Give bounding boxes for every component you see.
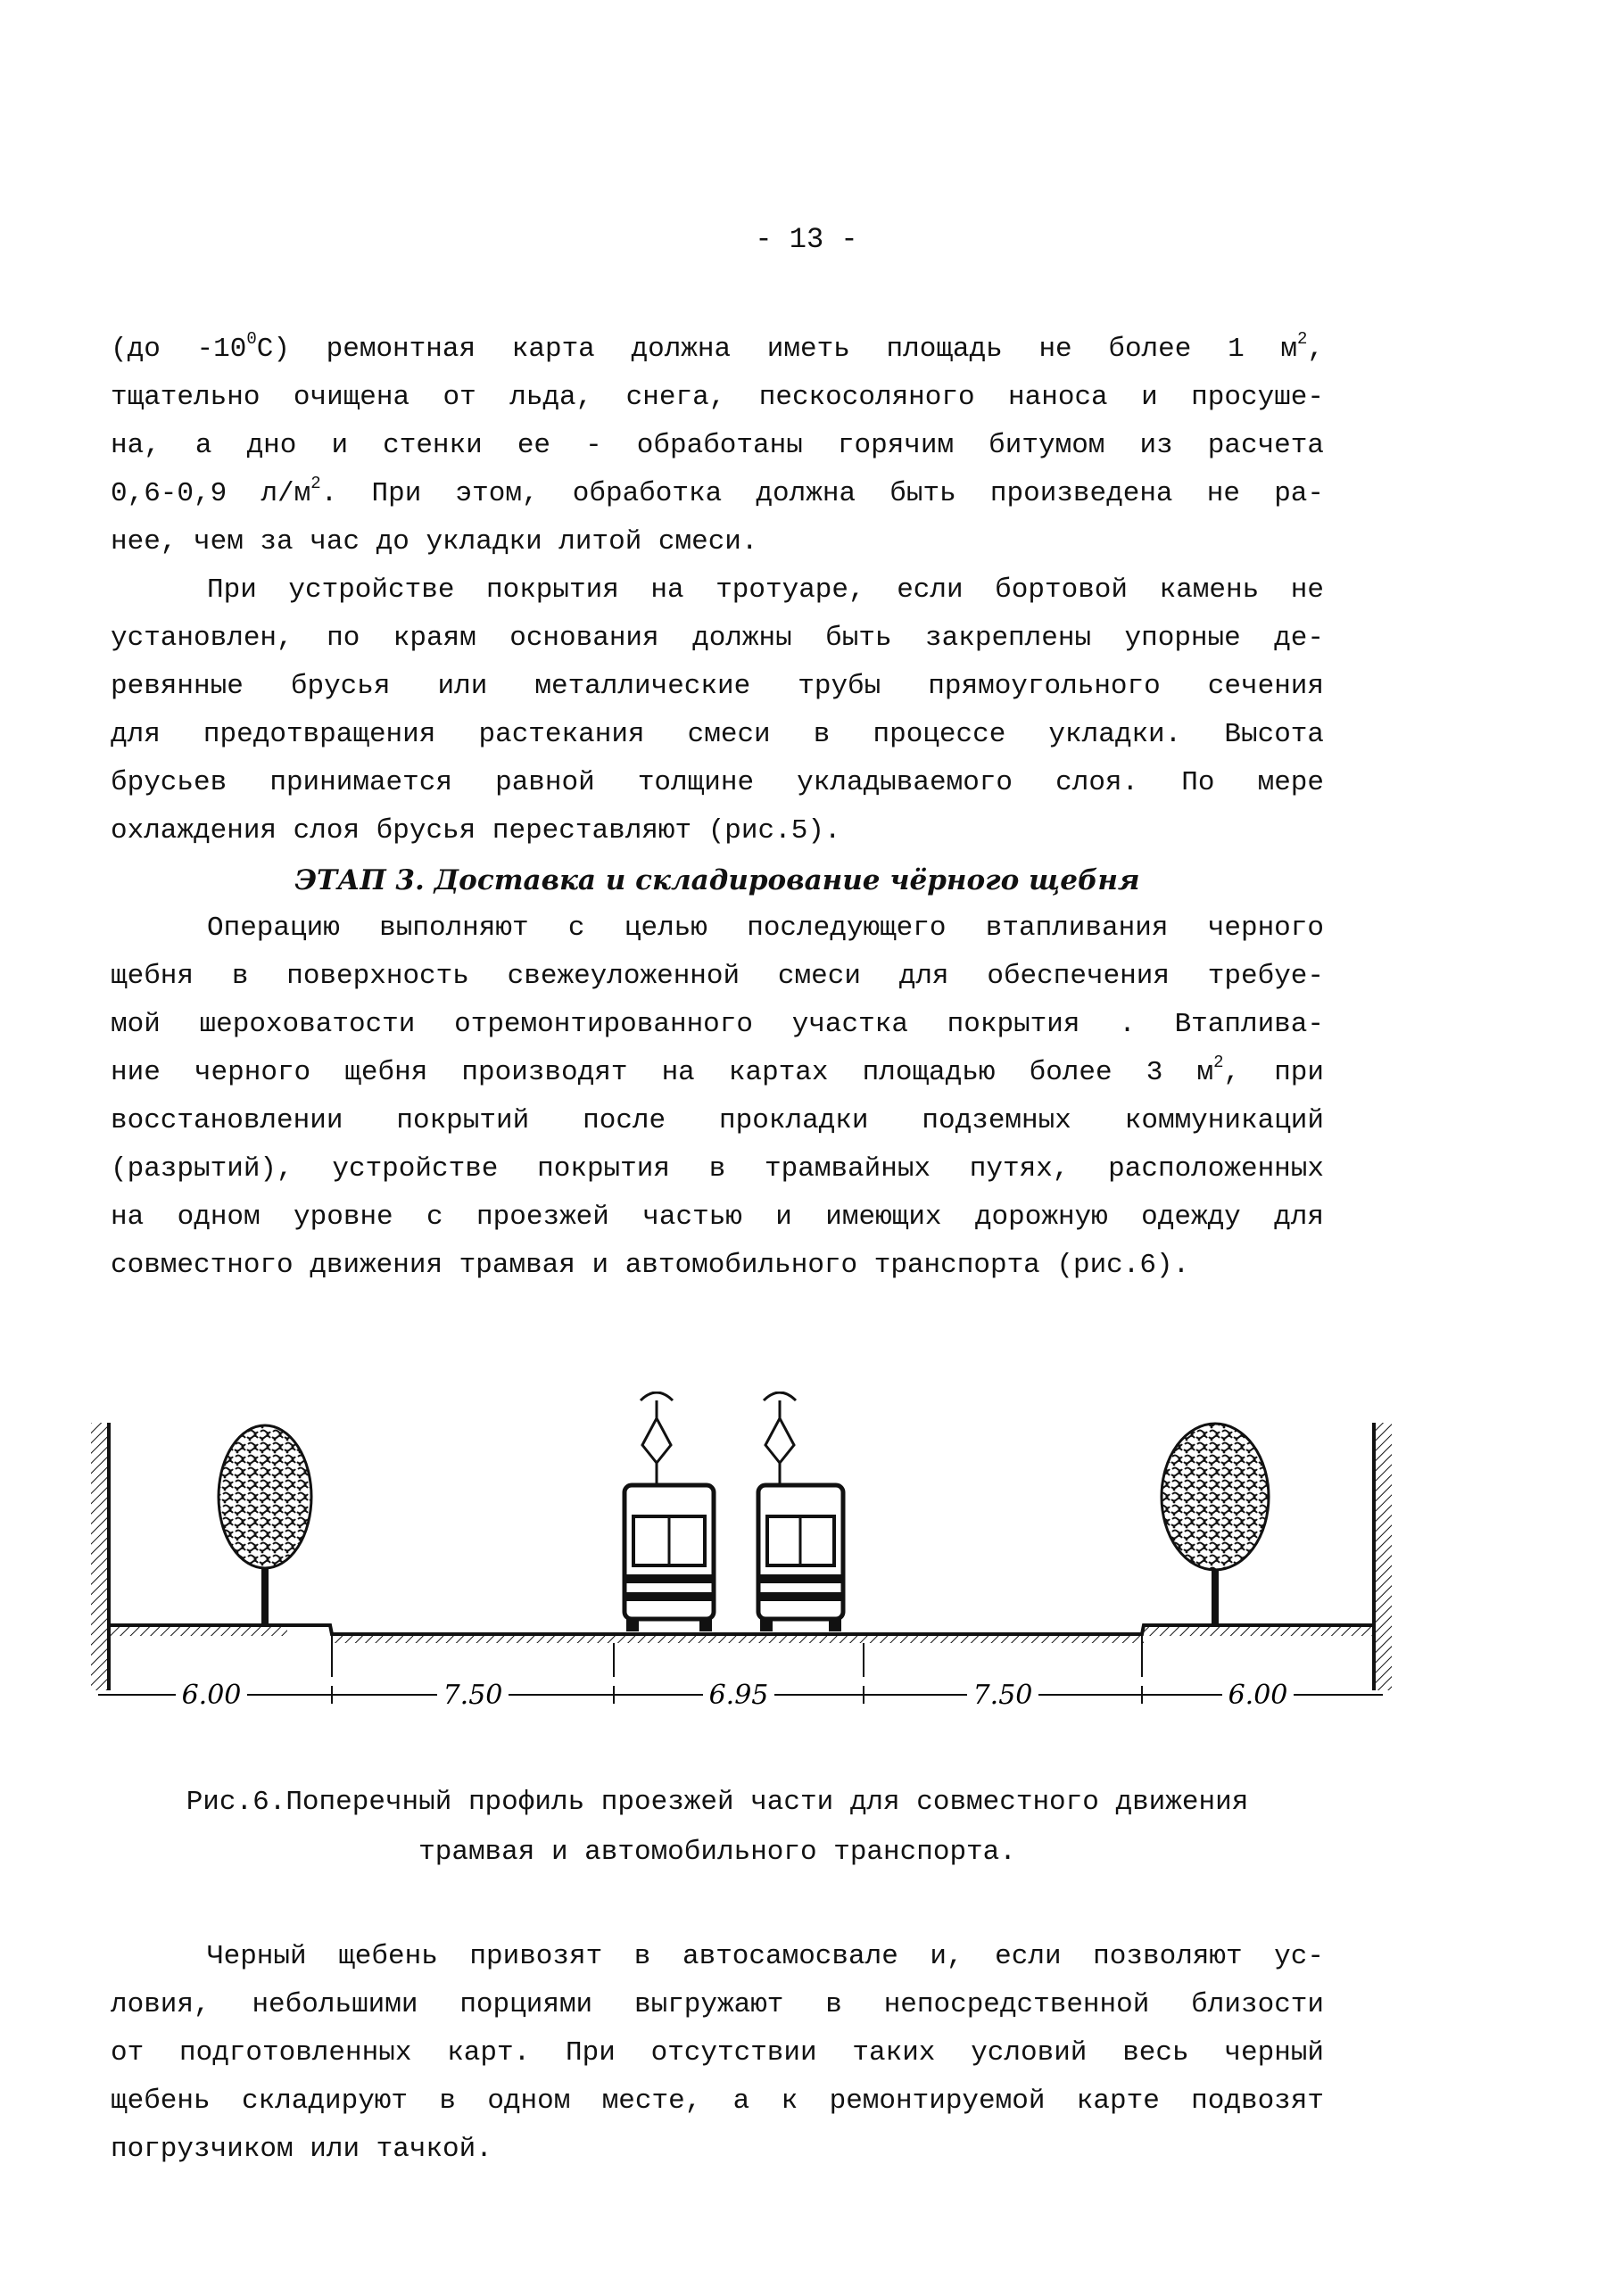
text-line: тщательно очищена от льда, снега, пескосоляного наноса и просуше- — [111, 382, 1324, 413]
text-line: При устройстве покрытия на тротуаре, если бортовой камень не — [207, 574, 1324, 606]
text-line: совместного движения трамвая и автомобильного транспорта (рис.6). — [111, 1250, 1190, 1281]
dimension-label: 7.50 — [443, 1680, 503, 1711]
text-line: от подготовленных карт. При отсутствии таких условий весь черный — [111, 2037, 1324, 2069]
tree-right-icon — [1162, 1424, 1269, 1625]
text-line: 0,6-0,9 $л/м^2$. При этом, обработка должна быть произведена не ра- — [111, 474, 1325, 509]
text-line: щебень складируют в одном месте, а к ремонтируемой карте подвозят — [111, 2085, 1324, 2117]
tram-right-icon — [758, 1392, 843, 1631]
text-line: восстановлении покрытий после прокладки подземных коммуникаций — [111, 1105, 1324, 1136]
text-line: установлен, по краям основания должны быть закреплены упорные де- — [111, 623, 1324, 654]
tram-left-icon — [625, 1392, 714, 1631]
paragraph-2 — [111, 566, 1324, 855]
text-line: ловия, небольшими порциями выгружают в непосредственной близости — [111, 1989, 1324, 2020]
text-line: на одном уровне с проезжей частью и имеющих дорожную одежду для — [111, 1202, 1324, 1233]
paragraph-3 — [111, 904, 1324, 1290]
right-wall — [1374, 1423, 1392, 1690]
text-line: Черный щебень привозят в автосамосвале и, если позволяют ус- — [207, 1941, 1324, 1972]
ground-profile — [109, 1625, 1374, 1677]
paragraph-4 — [111, 1933, 1324, 2174]
text-line: Операцию выполняют с целью последующего втапливания черного — [207, 913, 1324, 944]
dimension-labels — [176, 1675, 1294, 1711]
road-cross-section-figure — [71, 1392, 1410, 1730]
text-line: (разрытий), устройстве покрытия в трамвайных путях, расположенных — [111, 1153, 1324, 1185]
text-line: для предотвращения растекания смеси в процессе укладки. Высота — [111, 719, 1324, 750]
left-wall — [91, 1423, 109, 1690]
page-number: - 13 - — [755, 223, 858, 256]
text-line: ние черного щебня производят на картах площадью более 3 $м^2$, при — [111, 1053, 1325, 1088]
text-line: погрузчиком или тачкой. — [111, 2134, 492, 2165]
tree-left-icon — [219, 1425, 311, 1625]
dimension-label: 6.00 — [1228, 1680, 1288, 1711]
figure-caption — [111, 1778, 1324, 1878]
text-line: нее, чем за час до укладки литой смеси. — [111, 526, 758, 557]
caption-line: Рис.6.Поперечный профиль проезжей части для совместного движения — [186, 1787, 1249, 1818]
text-line: брусьев принимается равной толщине укладываемого слоя. По мере — [111, 767, 1324, 798]
text-line: щебня в поверхность свежеуложенной смеси для обеспечения требуе- — [111, 961, 1324, 992]
dimension-label: 6.00 — [181, 1680, 242, 1711]
section-heading: ЭТАП 3. Доставка и складирование чёрного щебня — [294, 864, 1140, 896]
text-line: охлаждения слоя брусья переставляют (рис.5). — [111, 815, 841, 847]
text-line: на, а дно и стенки ее - обработаны горячим битумом из расчета — [111, 430, 1324, 461]
text-line: ревянные брусья или металлические трубы прямоугольного сечения — [111, 671, 1324, 702]
dimension-label: 6.95 — [708, 1680, 769, 1711]
text-line: мой шероховатости отремонтированного участка покрытия . Втаплива- — [111, 1009, 1324, 1040]
caption-line: трамвая и автомобильного транспорта. — [418, 1837, 1016, 1868]
dimension-label: 7.50 — [972, 1680, 1033, 1711]
text-line: (до $-10^0С$) ремонтная карта должна иметь площадь не более 1 $м^2$, — [111, 329, 1324, 365]
paragraph-1 — [111, 326, 1324, 566]
